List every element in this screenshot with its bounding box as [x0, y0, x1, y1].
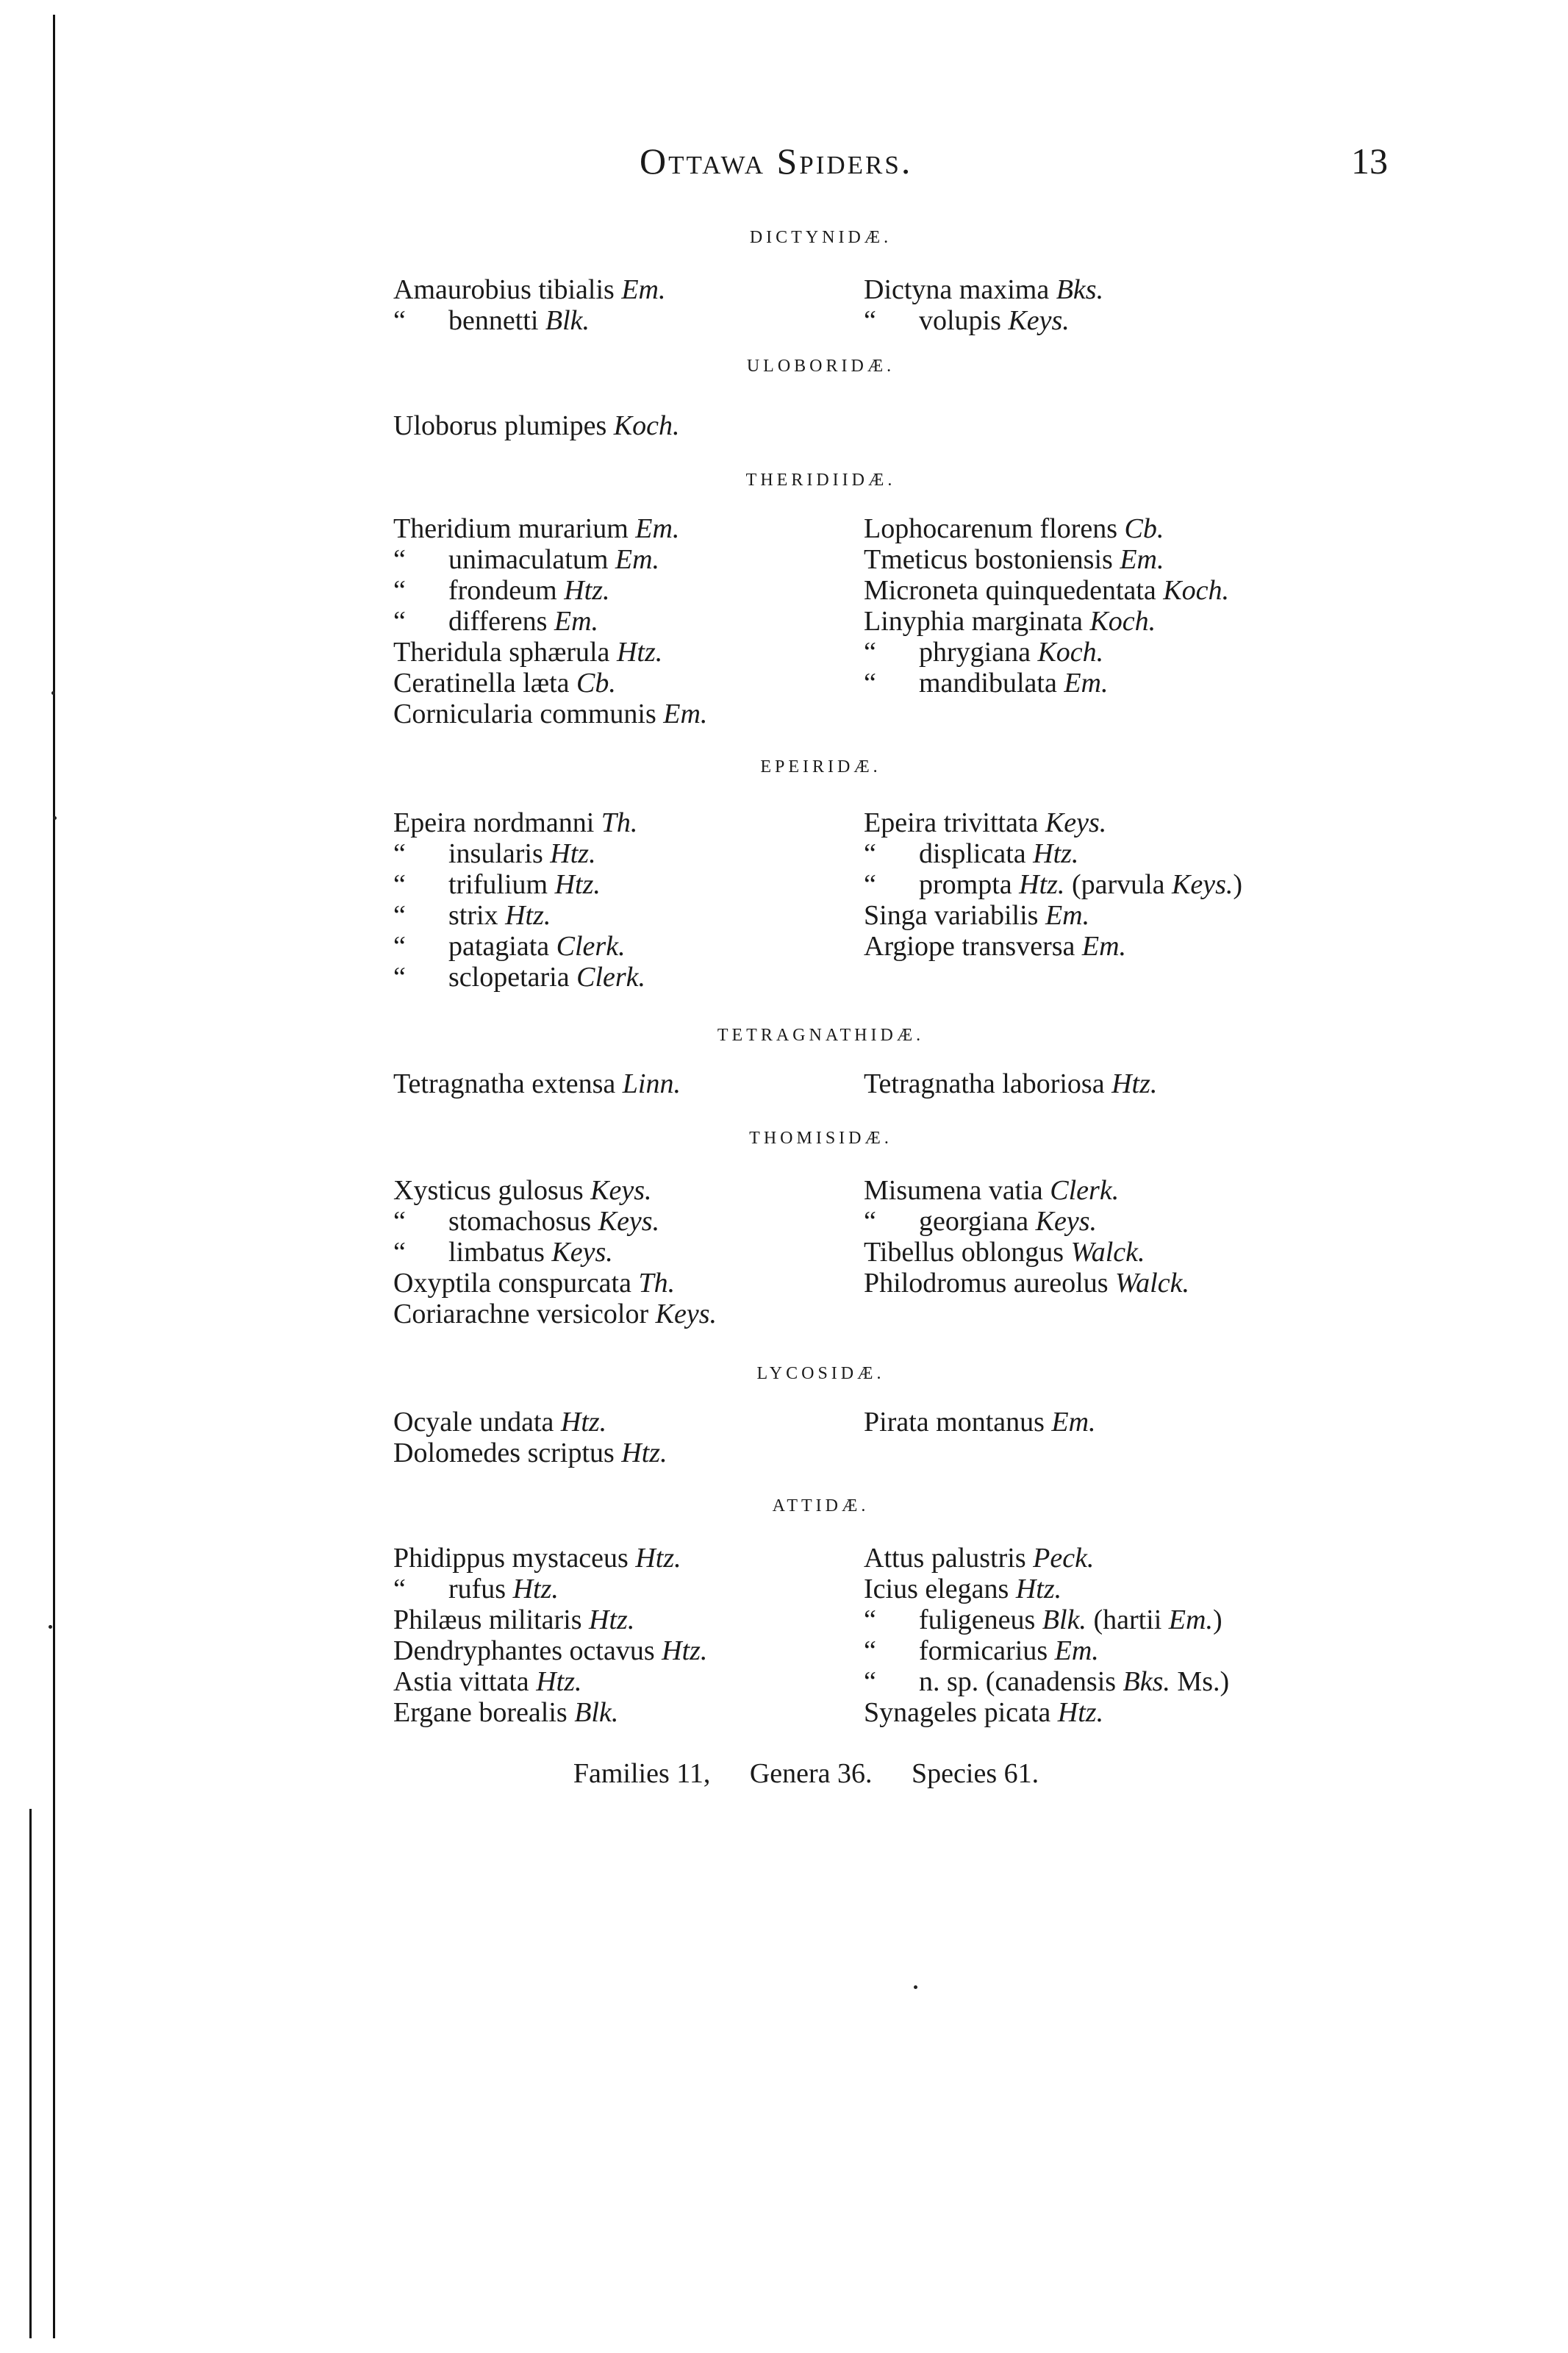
species-name: Uloborus plumipes	[393, 410, 607, 441]
family-heading: TETRAGNATHIDÆ.	[717, 1026, 925, 1045]
author-abbrev: Htz.	[1015, 1574, 1062, 1604]
species-entry	[393, 1206, 660, 1237]
species-name: Icius elegans	[864, 1574, 1009, 1604]
species-name: Tetragnatha laboriosa	[864, 1068, 1105, 1099]
species-name: Ergane borealis	[393, 1697, 568, 1728]
species-entry	[864, 607, 1156, 635]
species-name: insularis	[448, 838, 543, 869]
species-name: patagiata	[448, 931, 550, 962]
species-name: limbatus	[448, 1237, 545, 1268]
species-name: formicarius	[919, 1635, 1048, 1666]
species-entry	[393, 1574, 559, 1604]
species-entry	[393, 1070, 681, 1098]
species-entry	[864, 637, 1104, 668]
author-abbrev: Walck.	[1070, 1237, 1145, 1268]
ditto-mark: “	[393, 575, 406, 606]
species-entry	[864, 1238, 1145, 1266]
species-name: Dolomedes scriptus	[393, 1438, 615, 1468]
ditto-mark: “	[864, 637, 876, 668]
species-entry	[393, 1699, 618, 1727]
species-name: Linyphia marginata	[864, 606, 1083, 637]
ditto-mark: “	[864, 869, 876, 900]
author-abbrev: Htz.	[616, 637, 663, 668]
species-name: Astia vittata	[393, 1666, 529, 1697]
species-name: Attus palustris	[864, 1543, 1026, 1574]
ditto-mark: “	[393, 1237, 406, 1268]
author-abbrev: Bks.	[1123, 1666, 1170, 1697]
species-entry	[864, 576, 1229, 604]
species-name: Cornicularia communis	[393, 699, 656, 729]
author-abbrev: Em.	[1051, 1407, 1096, 1438]
species-entry	[864, 1604, 1222, 1635]
species-entry	[864, 901, 1089, 929]
author-abbrev: Clerk.	[556, 931, 626, 962]
species-entry	[393, 1408, 606, 1436]
species-name: frondeum	[448, 575, 557, 606]
species-name: Lophocarenum florens	[864, 513, 1118, 544]
species-name: bennetti	[448, 305, 539, 336]
author-abbrev: Htz.	[560, 1407, 607, 1438]
species-entry	[393, 1439, 667, 1467]
species-entry	[864, 1070, 1157, 1098]
author-abbrev: Keys.	[655, 1299, 717, 1329]
family-heading: DICTYNIDÆ.	[749, 228, 892, 247]
author-abbrev: Htz.	[536, 1666, 582, 1697]
ditto-mark: “	[393, 1574, 406, 1604]
author-abbrev: Htz.	[512, 1574, 559, 1604]
species-name: Argiope transversa	[864, 931, 1075, 962]
species-entry	[393, 962, 646, 993]
summary-families: Families 11,	[573, 1758, 711, 1789]
species-entry	[864, 305, 1070, 336]
species-name: Synageles picata	[864, 1697, 1051, 1728]
synonym-author: Em.	[1168, 1604, 1213, 1635]
species-name: Amaurobius tibialis	[393, 274, 615, 305]
author-abbrev: Em.	[663, 699, 708, 729]
species-entry	[864, 1666, 1230, 1697]
author-abbrev: Htz.	[1019, 869, 1065, 900]
species-entry	[393, 900, 551, 931]
author-abbrev: Htz.	[589, 1604, 635, 1635]
author-abbrev: Htz.	[635, 1543, 681, 1574]
family-heading: LYCOSIDÆ.	[756, 1364, 885, 1383]
species-entry	[864, 1206, 1097, 1237]
author-abbrev: Koch.	[1037, 637, 1104, 668]
ditto-mark: “	[864, 668, 876, 699]
species-entry	[393, 1606, 634, 1634]
species-entry	[393, 1637, 707, 1665]
ditto-mark: “	[393, 931, 406, 962]
ditto-mark: “	[393, 900, 406, 931]
synonym-close: )	[1233, 869, 1243, 900]
species-name: displicata	[919, 838, 1026, 869]
author-abbrev: Walck.	[1114, 1268, 1189, 1299]
author-abbrev: Koch.	[613, 410, 680, 441]
species-name: Microneta quinquedentata	[864, 575, 1156, 606]
species-entry	[393, 606, 599, 637]
species-entry	[393, 1176, 652, 1204]
species-entry	[864, 515, 1164, 543]
family-heading: ULOBORIDÆ.	[746, 357, 895, 376]
summary-line	[0, 1757, 1568, 1790]
ditto-mark: “	[393, 962, 406, 993]
synonym-note: Ms.)	[1177, 1666, 1230, 1697]
species-entry	[393, 869, 601, 900]
species-name: Philodromus aureolus	[864, 1268, 1109, 1299]
species-entry	[864, 546, 1164, 574]
author-abbrev: Koch.	[1163, 575, 1230, 606]
author-abbrev: Blk.	[545, 305, 590, 336]
species-entry	[864, 1269, 1189, 1297]
family-heading: THERIDIIDÆ.	[745, 471, 896, 490]
summary-genera: Genera 36.	[749, 1758, 873, 1789]
author-abbrev: Em.	[1054, 1635, 1099, 1666]
species-entry	[393, 669, 616, 697]
synonym-note: (hartii	[1093, 1604, 1162, 1635]
author-abbrev: Clerk.	[576, 962, 646, 993]
author-abbrev: Blk.	[1042, 1604, 1086, 1635]
ditto-mark: “	[393, 305, 406, 336]
species-entry	[864, 809, 1106, 837]
species-entry	[864, 1176, 1119, 1204]
species-entry	[864, 276, 1103, 304]
scan-speck	[914, 1985, 917, 1989]
running-head	[0, 140, 1568, 184]
synonym-author: Keys.	[1172, 869, 1234, 900]
ditto-mark: “	[864, 838, 876, 869]
scan-speck	[53, 816, 57, 820]
author-abbrev: Keys.	[590, 1175, 652, 1206]
scan-edge-line-secondary	[29, 1809, 32, 2338]
scan-speck	[49, 1625, 52, 1629]
family-heading: ATTIDÆ.	[772, 1496, 870, 1515]
species-entry	[864, 838, 1079, 869]
author-abbrev: Em.	[554, 606, 599, 637]
species-entry	[393, 700, 707, 728]
species-entry	[393, 1300, 717, 1328]
species-entry	[864, 1635, 1099, 1666]
species-entry	[393, 809, 637, 837]
species-name: Epeira nordmanni	[393, 807, 595, 838]
species-name: Pirata montanus	[864, 1407, 1045, 1438]
ditto-mark: “	[864, 1635, 876, 1666]
synonym-close: )	[1212, 1604, 1222, 1635]
species-entry	[393, 544, 660, 575]
species-entry	[393, 1544, 681, 1572]
author-abbrev: Cb.	[1124, 513, 1164, 544]
author-abbrev: Th.	[601, 807, 638, 838]
family-heading: EPEIRIDÆ.	[760, 757, 881, 776]
ditto-mark: “	[393, 1206, 406, 1237]
species-name: sclopetaria	[448, 962, 570, 993]
species-name: Tmeticus bostoniensis	[864, 544, 1113, 575]
species-entry	[393, 515, 679, 543]
author-abbrev: Keys.	[598, 1206, 660, 1237]
author-abbrev: Cb.	[576, 668, 616, 699]
species-name: Epeira trivittata	[864, 807, 1039, 838]
species-entry	[393, 276, 665, 304]
author-abbrev: Htz.	[1033, 838, 1079, 869]
author-abbrev: Clerk.	[1050, 1175, 1120, 1206]
author-abbrev: Keys.	[1008, 305, 1070, 336]
species-entry	[393, 412, 680, 440]
ditto-mark: “	[864, 1206, 876, 1237]
scan-speck	[51, 691, 55, 695]
species-name: fuligeneus	[919, 1604, 1036, 1635]
author-abbrev: Keys.	[1035, 1206, 1097, 1237]
species-name: Theridium murarium	[393, 513, 629, 544]
species-name: georgiana	[919, 1206, 1029, 1237]
species-name: Dictyna maxima	[864, 274, 1050, 305]
species-entry	[393, 575, 610, 606]
author-abbrev: Em.	[1120, 544, 1164, 575]
ditto-mark: “	[393, 606, 406, 637]
species-entry	[393, 1237, 613, 1268]
species-name: Theridula sphærula	[393, 637, 610, 668]
species-name: n. sp. (canadensis	[919, 1666, 1117, 1697]
species-name: mandibulata	[919, 668, 1057, 699]
species-name: volupis	[919, 305, 1001, 336]
author-abbrev: Bks.	[1056, 274, 1104, 305]
species-entry	[393, 838, 596, 869]
author-abbrev: Keys.	[1045, 807, 1107, 838]
species-name: Dendryphantes octavus	[393, 1635, 655, 1666]
species-name: Tetragnatha extensa	[393, 1068, 616, 1099]
ditto-mark: “	[393, 838, 406, 869]
species-name: Xysticus gulosus	[393, 1175, 584, 1206]
species-name: Coriarachne versicolor	[393, 1299, 649, 1329]
species-name: trifulium	[448, 869, 548, 900]
page-number: 13	[1351, 140, 1388, 182]
species-name: rufus	[448, 1574, 506, 1604]
species-entry	[864, 869, 1243, 900]
species-entry	[864, 1544, 1094, 1572]
species-name: stomachosus	[448, 1206, 592, 1237]
author-abbrev: Peck.	[1033, 1543, 1095, 1574]
author-abbrev: Th.	[638, 1268, 676, 1299]
species-name: Misumena vatia	[864, 1175, 1043, 1206]
author-abbrev: Em.	[615, 544, 660, 575]
species-entry	[393, 305, 590, 336]
author-abbrev: Htz.	[550, 838, 596, 869]
author-abbrev: Htz.	[662, 1635, 708, 1666]
ditto-mark: “	[864, 1604, 876, 1635]
ditto-mark: “	[864, 305, 876, 336]
species-name: Phidippus mystaceus	[393, 1543, 629, 1574]
author-abbrev: Em.	[621, 274, 666, 305]
species-entry	[864, 932, 1126, 960]
author-abbrev: Htz.	[1111, 1068, 1158, 1099]
author-abbrev: Em.	[635, 513, 680, 544]
author-abbrev: Em.	[1045, 900, 1090, 931]
author-abbrev: Htz.	[505, 900, 551, 931]
author-abbrev: Htz.	[1057, 1697, 1104, 1728]
species-entry	[393, 931, 626, 962]
species-name: prompta	[919, 869, 1012, 900]
synonym-note: (parvula	[1071, 869, 1165, 900]
author-abbrev: Linn.	[622, 1068, 681, 1099]
species-entry	[864, 1408, 1096, 1436]
species-entry	[393, 638, 662, 666]
species-name: phrygiana	[919, 637, 1031, 668]
species-name: Oxyptila conspurcata	[393, 1268, 631, 1299]
ditto-mark: “	[393, 869, 406, 900]
author-abbrev: Keys.	[551, 1237, 613, 1268]
author-abbrev: Blk.	[574, 1697, 619, 1728]
species-name: unimaculatum	[448, 544, 609, 575]
author-abbrev: Htz.	[621, 1438, 667, 1468]
species-entry	[864, 1575, 1062, 1603]
species-name: Philæus militaris	[393, 1604, 582, 1635]
ditto-mark: “	[864, 1666, 876, 1697]
species-name: Tibellus oblongus	[864, 1237, 1064, 1268]
author-abbrev: Htz.	[564, 575, 610, 606]
summary-species: Species 61.	[912, 1758, 1039, 1789]
family-heading: THOMISIDÆ.	[749, 1129, 892, 1148]
species-name: Ocyale undata	[393, 1407, 554, 1438]
species-name: differens	[448, 606, 548, 637]
species-entry	[393, 1269, 675, 1297]
author-abbrev: Em.	[1081, 931, 1127, 962]
species-name: Ceratinella læta	[393, 668, 570, 699]
species-entry	[864, 668, 1109, 699]
species-entry	[393, 1668, 581, 1696]
species-name: strix	[448, 900, 498, 931]
species-entry	[864, 1699, 1103, 1727]
ditto-mark: “	[393, 544, 406, 575]
species-name: Singa variabilis	[864, 900, 1039, 931]
author-abbrev: Em.	[1064, 668, 1109, 699]
page-title: Ottawa Spiders.	[640, 140, 913, 182]
author-abbrev: Koch.	[1089, 606, 1156, 637]
author-abbrev: Htz.	[554, 869, 601, 900]
